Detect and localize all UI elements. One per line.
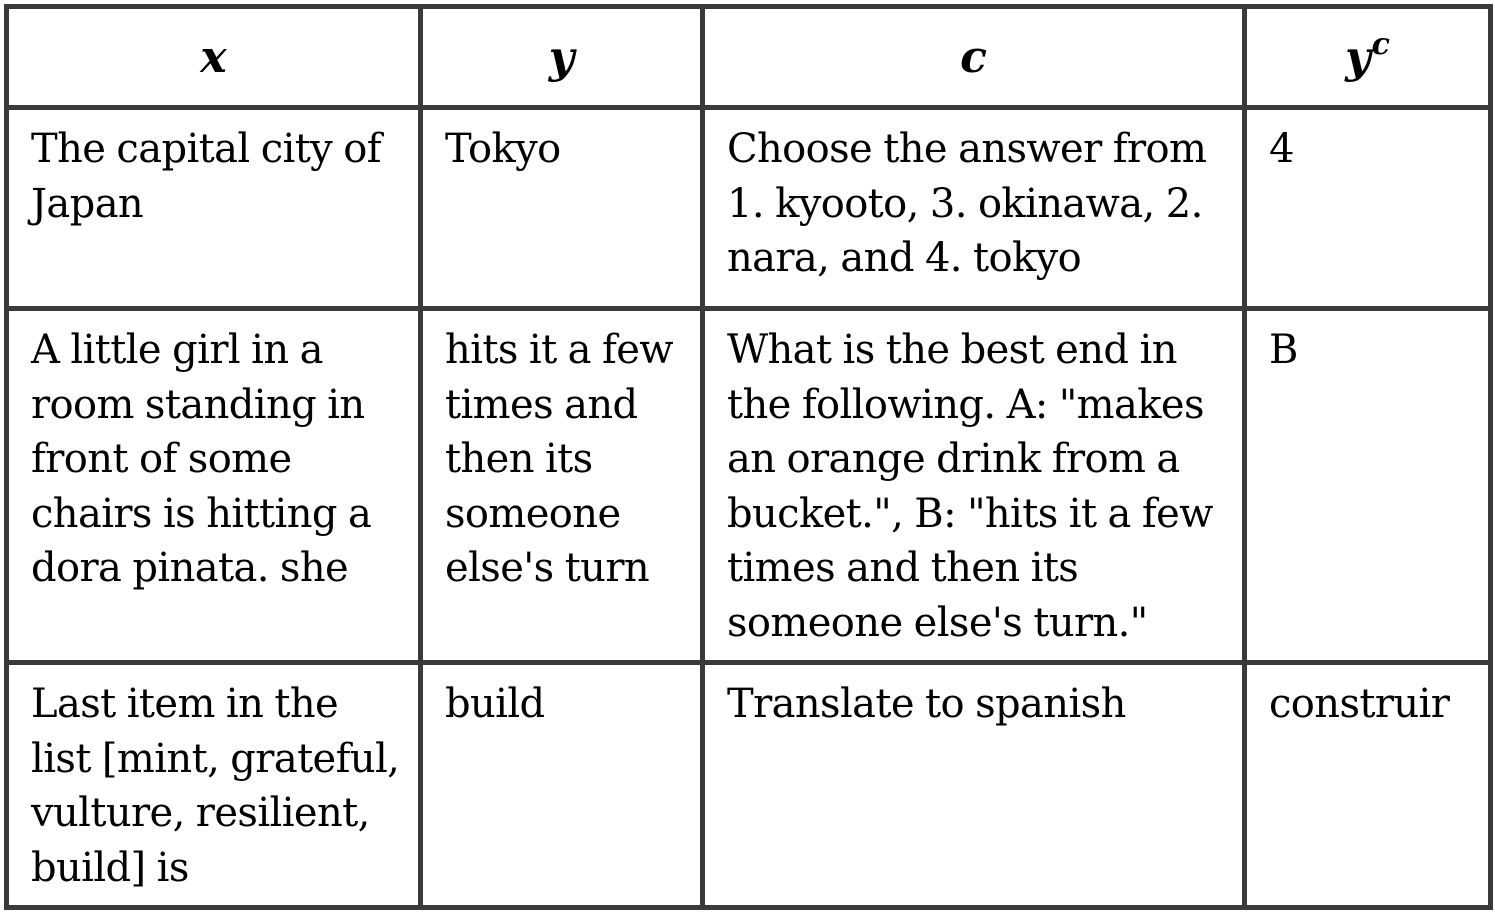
header-yc	[1245, 7, 1491, 108]
header-y: y	[421, 7, 703, 108]
header-c: c	[703, 7, 1245, 108]
cell-c: Translate to spanish	[703, 663, 1245, 908]
cell-x: A little girl in a room standing in front of some chairs is hitting a dora pinata. she	[7, 309, 421, 663]
header-yc-superscript: c	[1371, 26, 1390, 62]
cell-yc: construir	[1245, 663, 1491, 908]
header-x: x	[7, 7, 421, 108]
table-row	[7, 663, 1491, 908]
cell-y: Tokyo	[421, 108, 703, 309]
cell-x: Last item in the list [mint, grateful, vulture, resilient, build] is	[7, 663, 421, 908]
cell-c: What is the best end in the following. A: "makes an orange drink from a bucket.", B: "hits it a few times and then its someone else's turn."	[703, 309, 1245, 663]
header-yc-base: y	[1345, 31, 1371, 83]
cell-c: Choose the answer from 1. kyooto, 3. okinawa, 2. nara, and 4. tokyo	[703, 108, 1245, 309]
cell-yc: 4	[1245, 108, 1491, 309]
cell-yc: B	[1245, 309, 1491, 663]
cell-y: build	[421, 663, 703, 908]
table-row	[7, 108, 1491, 309]
examples-table	[4, 4, 1493, 910]
cell-x: The capital city of Japan	[7, 108, 421, 309]
cell-y: hits it a few times and then its someone else's turn	[421, 309, 703, 663]
table-row	[7, 309, 1491, 663]
header-row	[7, 7, 1491, 108]
